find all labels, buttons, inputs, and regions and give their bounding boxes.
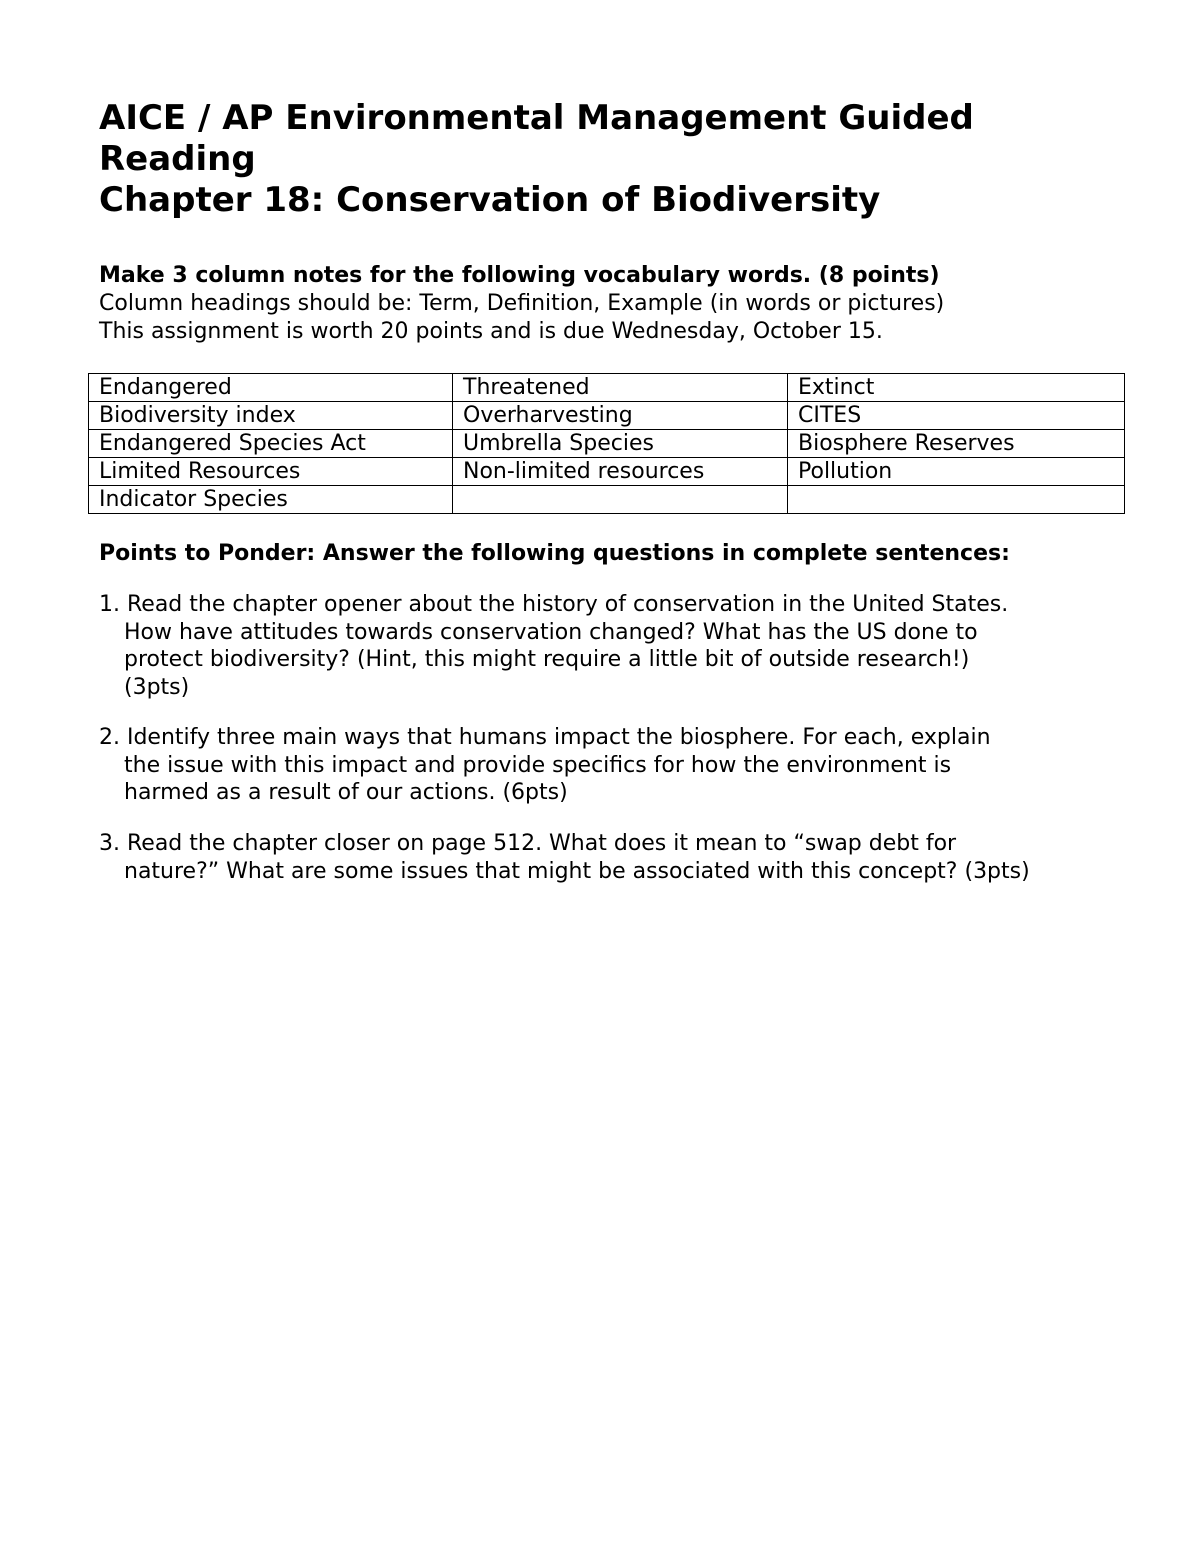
- table-cell: [453, 486, 788, 514]
- instructions-heading: Make 3 column notes for the following vocabulary words. (8 points): [99, 263, 940, 288]
- question-line: How have attitudes towards conservation changed? What has the US done to: [124, 619, 978, 645]
- table-row: [89, 374, 1125, 402]
- table-row: [89, 486, 1125, 514]
- question-line: (3pts): [124, 674, 190, 700]
- question-line: 3. Read the chapter closer on page 512. What does it mean to “swap debt for: [99, 831, 957, 856]
- table-cell: [788, 486, 1125, 514]
- question-line: harmed as a result of our actions. (6pts): [124, 780, 568, 805]
- table-cell: Biosphere Reserves: [788, 430, 1125, 458]
- table-cell: Endangered: [89, 374, 453, 402]
- table-cell: Umbrella Species: [453, 430, 788, 458]
- title-line-3: Chapter 18: Conservation of Biodiversity: [99, 180, 881, 220]
- table-cell: Indicator Species: [89, 486, 453, 514]
- table-row: [89, 430, 1125, 458]
- table-cell: Threatened: [453, 374, 788, 402]
- table-cell: Limited Resources: [89, 458, 453, 486]
- table-cell: Extinct: [788, 374, 1125, 402]
- table-row: [89, 458, 1125, 486]
- question-line: protect biodiversity? (Hint, this might require a little bit of outside research!): [124, 647, 970, 672]
- page-title: [99, 98, 1119, 221]
- question-3: [99, 830, 1119, 885]
- table-row: [89, 402, 1125, 430]
- title-line-1: AICE / AP Environmental Management Guided: [99, 98, 974, 138]
- table-cell: Overharvesting: [453, 402, 788, 430]
- question-line: 1. Read the chapter opener about the history of conservation in the United States.: [99, 592, 1009, 617]
- table-cell: CITES: [788, 402, 1125, 430]
- ponder-heading: Points to Ponder: Answer the following questions in complete sentences:: [99, 541, 1010, 566]
- table-cell: Endangered Species Act: [89, 430, 453, 458]
- table-cell: Non-limited resources: [453, 458, 788, 486]
- question-1: [99, 591, 1119, 701]
- question-line: the issue with this impact and provide specifics for how the environment is: [124, 752, 952, 778]
- table-cell: Biodiversity index: [89, 402, 453, 430]
- question-line: 2. Identify three main ways that humans impact the biosphere. For each, explain: [99, 725, 991, 750]
- instructions: [99, 262, 1139, 346]
- table-cell: Pollution: [788, 458, 1125, 486]
- instructions-due: This assignment is worth 20 points and is due Wednesday, October 15.: [99, 319, 883, 344]
- title-line-2: Reading: [99, 139, 256, 179]
- question-2: [99, 724, 1119, 807]
- vocabulary-table: [88, 373, 1125, 514]
- instructions-columns: Column headings should be: Term, Definition, Example (in words or pictures): [99, 291, 945, 316]
- question-line: nature?” What are some issues that might be associated with this concept? (3pts): [124, 858, 1030, 884]
